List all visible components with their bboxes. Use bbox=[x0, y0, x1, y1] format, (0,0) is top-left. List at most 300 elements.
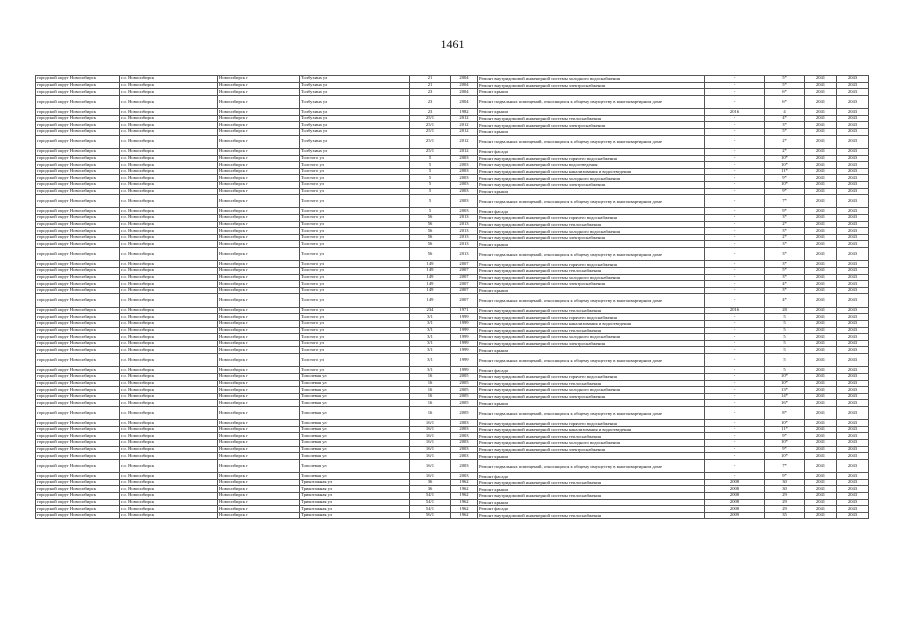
cell-settlement: г.о. Новосибирск bbox=[120, 82, 218, 89]
cell-term: 10* bbox=[765, 181, 805, 188]
cell-period-end: 2043 bbox=[837, 446, 869, 453]
cell-locality: Новосибирск г bbox=[218, 512, 300, 519]
table-row bbox=[36, 135, 869, 148]
cell-work: Ремонт внутридомовой инженерной системы водоотведения bbox=[478, 162, 705, 169]
cell-locality: Новосибирск г bbox=[218, 268, 300, 275]
cell-period-start: 2041 bbox=[805, 406, 837, 419]
cell-municipality: городской округ Новосибирск bbox=[36, 353, 120, 366]
cell-locality: Новосибирск г bbox=[218, 195, 300, 208]
cell-house: 3/1 bbox=[410, 367, 451, 374]
cell-plan-year: - bbox=[705, 340, 765, 347]
cell-house: 5 bbox=[410, 195, 451, 208]
cell-term: 4* bbox=[765, 115, 805, 122]
cell-plan-year: - bbox=[705, 89, 765, 96]
cell-year: 2004 bbox=[451, 76, 478, 83]
cell-municipality: городской округ Новосибирск bbox=[36, 347, 120, 354]
cell-period-start: 2041 bbox=[805, 155, 837, 162]
cell-municipality: городской округ Новосибирск bbox=[36, 281, 120, 288]
cell-work: Ремонт подвальных помещений, относящихся к общему имуществу в многоквартирном доме bbox=[478, 406, 705, 419]
cell-house: 16/1 bbox=[410, 433, 451, 440]
cell-period-start: 2041 bbox=[805, 453, 837, 460]
cell-year: 2012 bbox=[451, 148, 478, 155]
cell-work: Ремонт внутридомовой инженерной системы электроснабжения bbox=[478, 181, 705, 188]
cell-settlement: г.о. Новосибирск bbox=[120, 274, 218, 281]
cell-term: 10* bbox=[765, 380, 805, 387]
cell-street: Толстого ул bbox=[300, 248, 410, 261]
cell-term: 5 bbox=[765, 334, 805, 341]
cell-municipality: городской округ Новосибирск bbox=[36, 274, 120, 281]
cell-term: 5* bbox=[765, 82, 805, 89]
cell-locality: Новосибирск г bbox=[218, 188, 300, 195]
cell-municipality: городской округ Новосибирск bbox=[36, 433, 120, 440]
cell-settlement: г.о. Новосибирск bbox=[120, 327, 218, 334]
cell-settlement: г.о. Новосибирск bbox=[120, 353, 218, 366]
cell-plan-year: - bbox=[705, 327, 765, 334]
cell-period-end: 2043 bbox=[837, 281, 869, 288]
cell-locality: Новосибирск г bbox=[218, 115, 300, 122]
cell-house: 3/1 bbox=[410, 340, 451, 347]
cell-locality: Новосибирск г bbox=[218, 175, 300, 182]
cell-year: 2013 bbox=[451, 234, 478, 241]
cell-street: Толстого ул bbox=[300, 334, 410, 341]
cell-street: Толстого ул bbox=[300, 307, 410, 314]
cell-period-end: 2043 bbox=[837, 353, 869, 366]
cell-street: Тополевая ул bbox=[300, 400, 410, 407]
cell-street: Толстого ул bbox=[300, 347, 410, 354]
cell-street: Толстого ул bbox=[300, 294, 410, 307]
cell-plan-year: - bbox=[705, 367, 765, 374]
cell-period-end: 2043 bbox=[837, 287, 869, 294]
cell-settlement: г.о. Новосибирск bbox=[120, 479, 218, 486]
cell-period-start: 2041 bbox=[805, 433, 837, 440]
cell-year: 1962 bbox=[451, 499, 478, 506]
cell-house: 21 bbox=[410, 76, 451, 83]
cell-municipality: городской округ Новосибирск bbox=[36, 367, 120, 374]
cell-street: Тополевая ул bbox=[300, 380, 410, 387]
cell-locality: Новосибирск г bbox=[218, 109, 300, 116]
cell-period-start: 2041 bbox=[805, 314, 837, 321]
cell-term: 29 bbox=[765, 499, 805, 506]
cell-house: 16/1 bbox=[410, 473, 451, 480]
cell-year: 2012 bbox=[451, 128, 478, 135]
cell-plan-year: - bbox=[705, 274, 765, 281]
cell-municipality: городской округ Новосибирск bbox=[36, 221, 120, 228]
cell-period-start: 2041 bbox=[805, 215, 837, 222]
cell-year: 2013 bbox=[451, 248, 478, 261]
cell-period-start: 2041 bbox=[805, 208, 837, 215]
cell-term: 16* bbox=[765, 400, 805, 407]
cell-municipality: городской округ Новосибирск bbox=[36, 76, 120, 83]
cell-term: 9* bbox=[765, 208, 805, 215]
cell-settlement: г.о. Новосибирск bbox=[120, 215, 218, 222]
table-row bbox=[36, 281, 869, 288]
cell-house: 3/1 bbox=[410, 320, 451, 327]
cell-plan-year: - bbox=[705, 440, 765, 447]
cell-work: Ремонт внутридомовой инженерной системы холодного водоснабжения bbox=[478, 334, 705, 341]
cell-period-end: 2043 bbox=[837, 208, 869, 215]
cell-locality: Новосибирск г bbox=[218, 122, 300, 129]
cell-work: Ремонт внутридомовой инженерной системы электроснабжения bbox=[478, 281, 705, 288]
cell-term: 10* bbox=[765, 453, 805, 460]
cell-year: 2003 bbox=[451, 195, 478, 208]
cell-house: 25/1 bbox=[410, 128, 451, 135]
cell-period-end: 2043 bbox=[837, 334, 869, 341]
cell-work: Ремонт крыши bbox=[478, 453, 705, 460]
cell-street: Толстого ул bbox=[300, 195, 410, 208]
cell-street: Толбухина ул bbox=[300, 128, 410, 135]
cell-municipality: городской округ Новосибирск bbox=[36, 486, 120, 493]
cell-plan-year: - bbox=[705, 155, 765, 162]
cell-term: 13* bbox=[765, 387, 805, 394]
cell-house: 36 bbox=[410, 486, 451, 493]
cell-period-start: 2041 bbox=[805, 268, 837, 275]
cell-locality: Новосибирск г bbox=[218, 367, 300, 374]
table-row bbox=[36, 327, 869, 334]
table-row bbox=[36, 347, 869, 354]
cell-locality: Новосибирск г bbox=[218, 446, 300, 453]
cell-plan-year: - bbox=[705, 228, 765, 235]
cell-settlement: г.о. Новосибирск bbox=[120, 380, 218, 387]
cell-work: Ремонт внутридомовой инженерной системы горячего водоснабжения bbox=[478, 373, 705, 380]
cell-locality: Новосибирск г bbox=[218, 228, 300, 235]
cell-work: Ремонт фасада bbox=[478, 367, 705, 374]
cell-work: Ремонт внутридомовой инженерной системы электроснабжения bbox=[478, 446, 705, 453]
cell-period-start: 2041 bbox=[805, 95, 837, 108]
cell-street: Тополевая ул bbox=[300, 393, 410, 400]
cell-period-end: 2043 bbox=[837, 122, 869, 129]
cell-work: Ремонт крыши bbox=[478, 188, 705, 195]
cell-period-start: 2041 bbox=[805, 320, 837, 327]
cell-period-start: 2041 bbox=[805, 307, 837, 314]
cell-plan-year: - bbox=[705, 122, 765, 129]
cell-term: 9* bbox=[765, 188, 805, 195]
cell-locality: Новосибирск г bbox=[218, 340, 300, 347]
table-row bbox=[36, 95, 869, 108]
cell-year: 1962 bbox=[451, 512, 478, 519]
cell-house: 25/1 bbox=[410, 135, 451, 148]
cell-municipality: городской округ Новосибирск bbox=[36, 334, 120, 341]
cell-street: Толстого ул bbox=[300, 221, 410, 228]
cell-plan-year: - bbox=[705, 248, 765, 261]
cell-period-end: 2043 bbox=[837, 115, 869, 122]
cell-period-end: 2043 bbox=[837, 221, 869, 228]
repair-schedule-table bbox=[35, 75, 869, 519]
cell-plan-year: - bbox=[705, 406, 765, 419]
cell-municipality: городской округ Новосибирск bbox=[36, 459, 120, 472]
cell-settlement: г.о. Новосибирск bbox=[120, 181, 218, 188]
table-row bbox=[36, 82, 869, 89]
cell-street: Тополевая ул bbox=[300, 446, 410, 453]
cell-street: Толбухина ул bbox=[300, 95, 410, 108]
cell-work: Ремонт внутридомовой инженерной системы теплоснабжения bbox=[478, 433, 705, 440]
cell-municipality: городской округ Новосибирск bbox=[36, 195, 120, 208]
cell-period-end: 2043 bbox=[837, 314, 869, 321]
table-row bbox=[36, 188, 869, 195]
cell-work: Ремонт подвальных помещений, относящихся к общему имуществу в многоквартирном доме bbox=[478, 294, 705, 307]
cell-settlement: г.о. Новосибирск bbox=[120, 76, 218, 83]
cell-house: 54/1 bbox=[410, 493, 451, 500]
table-row bbox=[36, 76, 869, 83]
cell-municipality: городской округ Новосибирск bbox=[36, 307, 120, 314]
cell-settlement: г.о. Новосибирск bbox=[120, 400, 218, 407]
table-row bbox=[36, 162, 869, 169]
cell-municipality: городской округ Новосибирск bbox=[36, 440, 120, 447]
cell-locality: Новосибирск г bbox=[218, 168, 300, 175]
cell-plan-year: - bbox=[705, 76, 765, 83]
cell-term: 3* bbox=[765, 248, 805, 261]
cell-plan-year: 2008 bbox=[705, 479, 765, 486]
cell-municipality: городской округ Новосибирск bbox=[36, 287, 120, 294]
cell-municipality: городской округ Новосибирск bbox=[36, 215, 120, 222]
cell-year: 2003 bbox=[451, 162, 478, 169]
cell-locality: Новосибирск г bbox=[218, 406, 300, 419]
cell-municipality: городской округ Новосибирск bbox=[36, 294, 120, 307]
cell-house: 5 bbox=[410, 162, 451, 169]
cell-street: Тополевая ул bbox=[300, 420, 410, 427]
cell-year: 2005 bbox=[451, 400, 478, 407]
cell-term: 10* bbox=[765, 373, 805, 380]
table-row bbox=[36, 446, 869, 453]
cell-work: Ремонт подвальных помещений, относящихся к общему имуществу в многоквартирном доме bbox=[478, 459, 705, 472]
cell-term: 9* bbox=[765, 473, 805, 480]
table-row bbox=[36, 340, 869, 347]
table-row bbox=[36, 248, 869, 261]
cell-street: Толстого ул bbox=[300, 228, 410, 235]
cell-year: 2003 bbox=[451, 459, 478, 472]
cell-work: Ремонт внутридомовой инженерной системы горячего водоснабжения bbox=[478, 215, 705, 222]
cell-street: Тополевая ул bbox=[300, 387, 410, 394]
cell-street: Толстого ул bbox=[300, 287, 410, 294]
cell-plan-year: 2009 bbox=[705, 512, 765, 519]
cell-year: 2005 bbox=[451, 406, 478, 419]
table-body bbox=[36, 76, 869, 519]
cell-work: Ремонт внутридомовой инженерной системы теплоснабжения bbox=[478, 268, 705, 275]
cell-year: 2003 bbox=[451, 175, 478, 182]
table-row bbox=[36, 479, 869, 486]
cell-work: Ремонт крыши bbox=[478, 287, 705, 294]
cell-term: 2* bbox=[765, 234, 805, 241]
cell-settlement: г.о. Новосибирск bbox=[120, 340, 218, 347]
cell-period-start: 2041 bbox=[805, 473, 837, 480]
table-row bbox=[36, 393, 869, 400]
cell-year: 2005 bbox=[451, 373, 478, 380]
cell-year: 2003 bbox=[451, 446, 478, 453]
cell-work: Ремонт крыши bbox=[478, 109, 705, 116]
cell-period-start: 2041 bbox=[805, 367, 837, 374]
cell-term: 35 bbox=[765, 512, 805, 519]
cell-work: Ремонт подвальных помещений, относящихся к общему имуществу в многоквартирном доме bbox=[478, 353, 705, 366]
cell-year: 1962 bbox=[451, 493, 478, 500]
cell-period-end: 2043 bbox=[837, 307, 869, 314]
cell-year: 2013 bbox=[451, 228, 478, 235]
cell-period-end: 2043 bbox=[837, 168, 869, 175]
cell-period-start: 2041 bbox=[805, 440, 837, 447]
cell-term: 5 bbox=[765, 327, 805, 334]
cell-year: 1999 bbox=[451, 334, 478, 341]
cell-house: 25/1 bbox=[410, 148, 451, 155]
cell-settlement: г.о. Новосибирск bbox=[120, 320, 218, 327]
cell-year: 2004 bbox=[451, 82, 478, 89]
cell-year: 2013 bbox=[451, 241, 478, 248]
cell-street: Толстого ул bbox=[300, 314, 410, 321]
cell-house: 149 bbox=[410, 274, 451, 281]
cell-period-start: 2041 bbox=[805, 446, 837, 453]
cell-settlement: г.о. Новосибирск bbox=[120, 122, 218, 129]
cell-street: Толстого ул bbox=[300, 353, 410, 366]
cell-plan-year: - bbox=[705, 195, 765, 208]
cell-period-end: 2043 bbox=[837, 268, 869, 275]
cell-period-start: 2041 bbox=[805, 234, 837, 241]
cell-house: 56 bbox=[410, 215, 451, 222]
cell-plan-year: - bbox=[705, 181, 765, 188]
table-row bbox=[36, 493, 869, 500]
cell-year: 2004 bbox=[451, 89, 478, 96]
cell-period-start: 2041 bbox=[805, 175, 837, 182]
cell-house: 3/1 bbox=[410, 347, 451, 354]
cell-term: 4 bbox=[765, 109, 805, 116]
cell-street: Трикотажная ул bbox=[300, 479, 410, 486]
cell-municipality: городской округ Новосибирск bbox=[36, 426, 120, 433]
cell-municipality: городской округ Новосибирск bbox=[36, 148, 120, 155]
cell-year: 2003 bbox=[451, 440, 478, 447]
cell-term: 4* bbox=[765, 281, 805, 288]
cell-year: 1999 bbox=[451, 314, 478, 321]
cell-term: 7* bbox=[765, 459, 805, 472]
cell-work: Ремонт крыши bbox=[478, 241, 705, 248]
cell-period-start: 2041 bbox=[805, 393, 837, 400]
cell-work: Ремонт крыши bbox=[478, 89, 705, 96]
cell-term: 11* bbox=[765, 426, 805, 433]
cell-period-start: 2041 bbox=[805, 373, 837, 380]
cell-settlement: г.о. Новосибирск bbox=[120, 115, 218, 122]
cell-year: 2013 bbox=[451, 215, 478, 222]
table-row bbox=[36, 221, 869, 228]
table-row bbox=[36, 228, 869, 235]
table-row bbox=[36, 367, 869, 374]
cell-period-start: 2041 bbox=[805, 115, 837, 122]
cell-term: 7* bbox=[765, 195, 805, 208]
cell-settlement: г.о. Новосибирск bbox=[120, 387, 218, 394]
cell-period-end: 2043 bbox=[837, 188, 869, 195]
cell-municipality: городской округ Новосибирск bbox=[36, 135, 120, 148]
cell-period-start: 2041 bbox=[805, 195, 837, 208]
cell-settlement: г.о. Новосибирск bbox=[120, 347, 218, 354]
cell-locality: Новосибирск г bbox=[218, 82, 300, 89]
cell-municipality: городской округ Новосибирск bbox=[36, 473, 120, 480]
cell-period-end: 2043 bbox=[837, 493, 869, 500]
cell-work: Ремонт фасада bbox=[478, 148, 705, 155]
cell-municipality: городской округ Новосибирск bbox=[36, 82, 120, 89]
cell-municipality: городской округ Новосибирск bbox=[36, 453, 120, 460]
cell-period-start: 2041 bbox=[805, 420, 837, 427]
table-row bbox=[36, 168, 869, 175]
cell-plan-year: - bbox=[705, 82, 765, 89]
cell-plan-year: - bbox=[705, 473, 765, 480]
cell-year: 1962 bbox=[451, 506, 478, 513]
cell-period-start: 2041 bbox=[805, 109, 837, 116]
cell-period-start: 2041 bbox=[805, 89, 837, 96]
cell-house: 54/1 bbox=[410, 499, 451, 506]
cell-period-end: 2043 bbox=[837, 162, 869, 169]
cell-plan-year: 2008 bbox=[705, 493, 765, 500]
cell-period-start: 2041 bbox=[805, 135, 837, 148]
cell-street: Толбухина ул bbox=[300, 148, 410, 155]
cell-municipality: городской округ Новосибирск bbox=[36, 95, 120, 108]
cell-locality: Новосибирск г bbox=[218, 420, 300, 427]
cell-work: Ремонт внутридомовой инженерной системы электроснабжения bbox=[478, 234, 705, 241]
cell-work: Ремонт крыши bbox=[478, 499, 705, 506]
cell-year: 2007 bbox=[451, 281, 478, 288]
cell-house: 16 bbox=[410, 387, 451, 394]
cell-street: Толстого ул bbox=[300, 367, 410, 374]
cell-plan-year: - bbox=[705, 353, 765, 366]
cell-work: Ремонт внутридомовой инженерной системы канализования и водоотведения bbox=[478, 426, 705, 433]
cell-period-end: 2043 bbox=[837, 82, 869, 89]
cell-settlement: г.о. Новосибирск bbox=[120, 148, 218, 155]
cell-municipality: городской округ Новосибирск bbox=[36, 393, 120, 400]
cell-house: 234 bbox=[410, 307, 451, 314]
cell-period-start: 2041 bbox=[805, 76, 837, 83]
cell-term: 5 bbox=[765, 340, 805, 347]
cell-work: Ремонт внутридомовой инженерной системы холодного водоснабжения bbox=[478, 387, 705, 394]
table-row bbox=[36, 241, 869, 248]
cell-settlement: г.о. Новосибирск bbox=[120, 420, 218, 427]
cell-period-start: 2041 bbox=[805, 228, 837, 235]
cell-year: 1999 bbox=[451, 327, 478, 334]
cell-term: 9* bbox=[765, 433, 805, 440]
cell-locality: Новосибирск г bbox=[218, 128, 300, 135]
cell-settlement: г.о. Новосибирск bbox=[120, 367, 218, 374]
cell-locality: Новосибирск г bbox=[218, 248, 300, 261]
cell-settlement: г.о. Новосибирск bbox=[120, 459, 218, 472]
cell-locality: Новосибирск г bbox=[218, 479, 300, 486]
table-row bbox=[36, 380, 869, 387]
cell-plan-year: - bbox=[705, 387, 765, 394]
cell-settlement: г.о. Новосибирск bbox=[120, 294, 218, 307]
cell-plan-year: - bbox=[705, 234, 765, 241]
cell-year: 2012 bbox=[451, 115, 478, 122]
cell-settlement: г.о. Новосибирск bbox=[120, 499, 218, 506]
cell-period-start: 2041 bbox=[805, 486, 837, 493]
table-row bbox=[36, 268, 869, 275]
table-row bbox=[36, 181, 869, 188]
cell-period-start: 2041 bbox=[805, 181, 837, 188]
cell-year: 2003 bbox=[451, 453, 478, 460]
cell-work: Ремонт крыши bbox=[478, 128, 705, 135]
cell-street: Толстого ул bbox=[300, 281, 410, 288]
cell-year: 2007 bbox=[451, 268, 478, 275]
cell-year: 2012 bbox=[451, 135, 478, 148]
cell-settlement: г.о. Новосибирск bbox=[120, 195, 218, 208]
cell-house: 16/1 bbox=[410, 453, 451, 460]
cell-locality: Новосибирск г bbox=[218, 400, 300, 407]
cell-period-end: 2043 bbox=[837, 128, 869, 135]
cell-work: Ремонт фасада bbox=[478, 506, 705, 513]
cell-house: 3/1 bbox=[410, 353, 451, 366]
cell-street: Трикотажная ул bbox=[300, 512, 410, 519]
cell-plan-year: - bbox=[705, 294, 765, 307]
cell-period-end: 2043 bbox=[837, 367, 869, 374]
cell-work: Ремонт подвальных помещений, относящихся к общему имуществу в многоквартирном доме bbox=[478, 195, 705, 208]
cell-plan-year: - bbox=[705, 373, 765, 380]
cell-term: 3* bbox=[765, 228, 805, 235]
cell-term: 9* bbox=[765, 446, 805, 453]
cell-term: 3* bbox=[765, 241, 805, 248]
cell-term: 3* bbox=[765, 215, 805, 222]
cell-house: 5 bbox=[410, 168, 451, 175]
cell-work: Ремонт внутридомовой инженерной системы теплоснабжения bbox=[478, 327, 705, 334]
cell-plan-year: - bbox=[705, 148, 765, 155]
